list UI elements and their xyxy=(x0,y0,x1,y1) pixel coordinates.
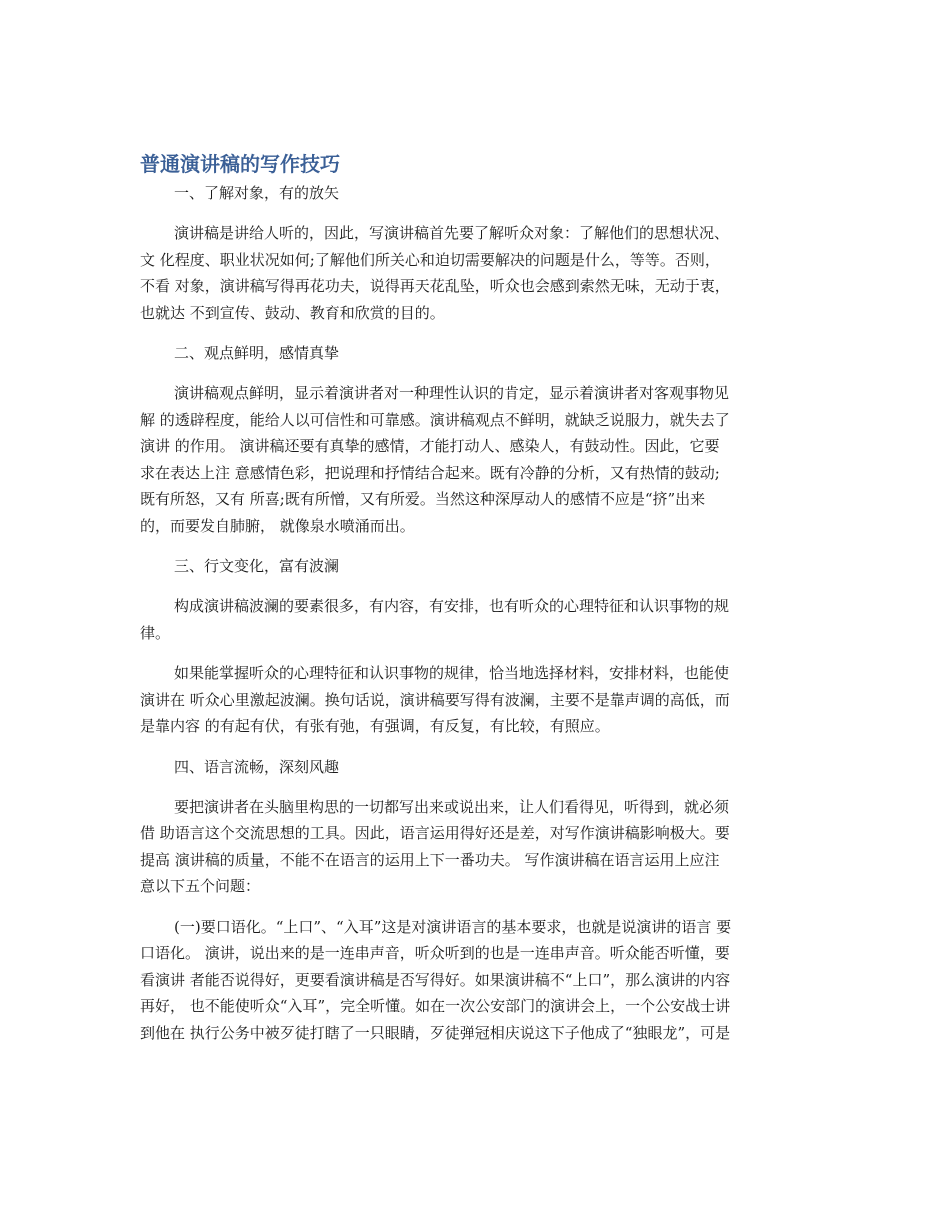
section-heading: 二、观点鲜明，感情真挚 xyxy=(174,344,340,362)
paragraph-line: 要把演讲者在头脑里构思的一切都写出来或说出来，让人们看得见，听得到，就必须 xyxy=(174,797,730,816)
paragraph-line: 构成演讲稿波澜的要素很多，有内容，有安排，也有听众的心理特征和认识事物的规 xyxy=(174,597,730,615)
paragraph-line: 也就达 不到宣传、鼓动、教育和欣赏的目的。 xyxy=(140,303,445,322)
paragraph-line: 既有所怒，又有 所喜;既有所憎，又有所爱。当然这种深厚动人的感情不应是“挤”出来 xyxy=(140,490,706,508)
paragraph-line: 不看 对象，演讲稿写得再花功夫，说得再天花乱坠，听众也会感到索然无味，无动于衷， xyxy=(140,277,730,295)
page-title: 普通演讲稿的写作技巧 xyxy=(140,152,340,176)
paragraph-line: 是靠内容 的有起有伏，有张有弛，有强调，有反复，有比较，有照应。 xyxy=(140,717,610,735)
paragraph-line: 看演讲 者能否说得好，更要看演讲稿是否写得好。如果演讲稿不“上口”，那么演讲的内容 xyxy=(140,970,731,989)
section-heading: 四、语言流畅，深刻风趣 xyxy=(174,757,340,776)
paragraph-line: 演讲稿观点鲜明，显示着演讲者对一种理性认识的肯定，显示着演讲者对客观事物见 xyxy=(174,384,730,402)
paragraph xyxy=(140,660,812,740)
paragraph-line: 文 化程度、职业状况如何;了解他们所关心和迫切需要解决的问题是什么，等等。否则， xyxy=(140,250,720,269)
paragraph-line: 提高 演讲稿的质量，不能不在语言的运用上下一番功夫。 写作演讲稿在语言运用上应注 xyxy=(140,850,720,869)
paragraph xyxy=(140,380,812,539)
document-page xyxy=(140,150,812,1060)
paragraph-line: (一)要口语化。“上口”、“入耳”这是对演讲语言的基本要求，也就是说演讲的语言 要 xyxy=(174,917,732,936)
paragraph-line: 口语化。 演讲，说出来的是一连串声音，听众听到的也是一连串声音。听众能否听懂，要 xyxy=(140,944,730,962)
paragraph-line: 借 助语言这个交流思想的工具。因此，语言运用得好还是差，对写作演讲稿影响极大。要 xyxy=(140,824,730,842)
paragraph-line: 求在表达上注 意感情色彩，把说理和抒情结合起来。既有冷静的分析，又有热情的鼓动; xyxy=(140,463,720,482)
section-heading: 三、行文变化，富有波澜 xyxy=(174,557,340,575)
paragraph-line: 演讲 的作用。 演讲稿还要有真挚的感情，才能打动人、感染人，有鼓动性。因此，它要 xyxy=(140,437,720,455)
paragraph xyxy=(140,220,812,326)
paragraph-line: 如果能掌握听众的心理特征和认识事物的规律，恰当地选择材料，安排材料，也能使 xyxy=(174,664,730,682)
section-heading: 一、了解对象，有的放矢 xyxy=(174,184,340,202)
paragraph-line: 律。 xyxy=(140,623,171,642)
paragraph-line: 意以下五个问题： xyxy=(140,877,261,895)
paragraph-line: 到他在 执行公务中被歹徒打瞎了一只眼睛，歹徒弹冠相庆说这下子他成了“独眼龙”，可是 xyxy=(140,1023,731,1042)
paragraph-line: 演讲在 听众心里激起波澜。换句话说，演讲稿要写得有波澜，主要不是靠声调的高低，而 xyxy=(140,690,730,709)
paragraph-line: 演讲稿是讲给人听的，因此，写演讲稿首先要了解听众对象：了解他们的思想状况、 xyxy=(174,224,730,242)
paragraph xyxy=(140,914,812,1047)
paragraph xyxy=(140,593,812,646)
paragraph-line: 再好， 也不能使听众“入耳”，完全听懂。如在一次公安部门的演讲会上，一个公安战士讲 xyxy=(140,997,731,1015)
paragraph xyxy=(140,794,812,900)
paragraph-line: 的，而要发自肺腑， 就像泉水喷涌而出。 xyxy=(140,516,415,535)
paragraph-line: 解 的透辟程度，能给人以可信性和可靠感。演讲稿观点不鲜明，就缺乏说服力，就失去了 xyxy=(140,410,730,429)
